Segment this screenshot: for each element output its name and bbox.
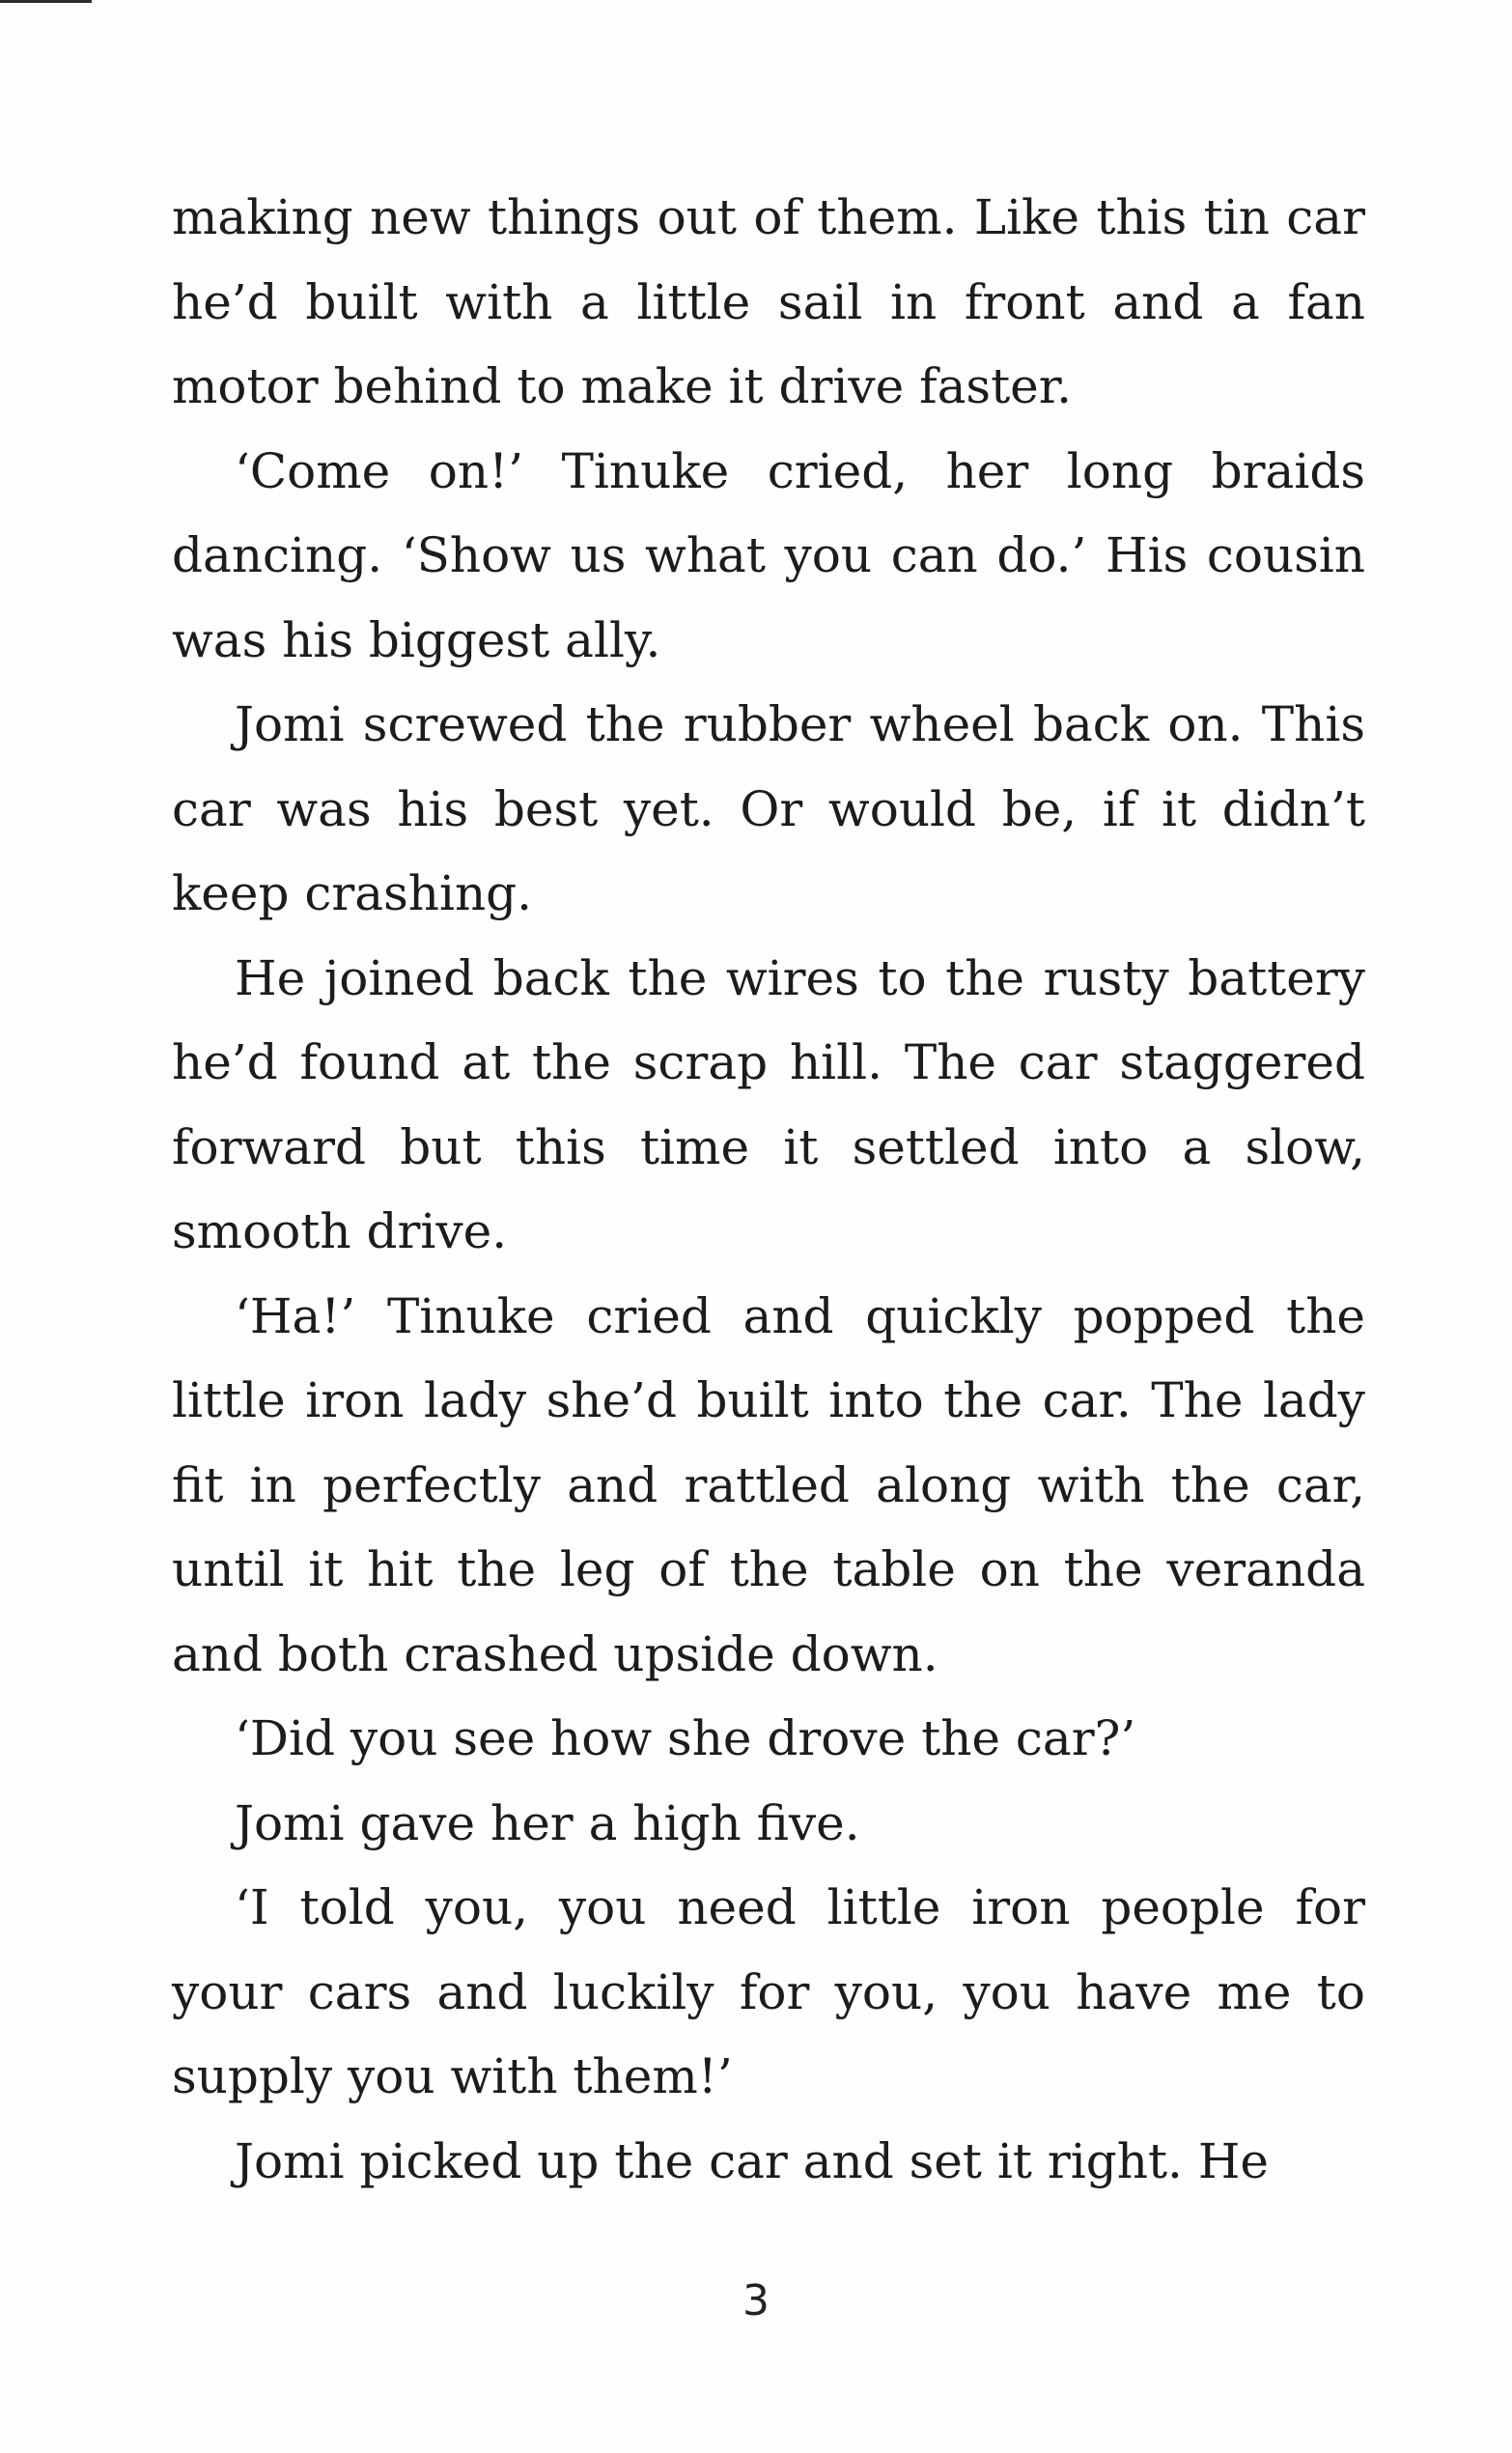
paragraph: Jomi picked up the car and set it right. He	[235, 2132, 1270, 2189]
paragraph: ‘I told you, you need little iron people for your cars and luckily for you, you have me to supply you with them!’	[172, 1879, 1365, 2104]
paragraph: He joined back the wires to the rusty battery he’d found at the scrap hill. The car staggered forward but this time it settled into a slow, smooth drive.	[172, 949, 1365, 1259]
paragraph: Jomi gave her a high five.	[235, 1794, 860, 1851]
paragraph: ‘Ha!’ Tinuke cried and quickly popped the little iron lady she’d built into the car. The lady fit in perfectly and rattled along with the car, until it hit the leg of the table on the veranda and both crashed upside down.	[172, 1287, 1365, 1682]
page-edge-mark	[0, 0, 92, 3]
paragraph: ‘Come on!’ Tinuke cried, her long braids dancing. ‘Show us what you can do.’ His cousin was his biggest ally.	[172, 442, 1365, 668]
body-text	[172, 176, 1365, 2204]
paragraph: ‘Did you see how she drove the car?’	[235, 1710, 1136, 1766]
paragraph-continued: making new things out of them. Like this tin car he’d built with a little sail in front and a fan motor behind to make it drive faster.	[172, 189, 1365, 414]
paragraph: Jomi screwed the rubber wheel back on. This car was his best yet. Or would be, if it didn’t keep crashing.	[172, 696, 1365, 921]
page-number: 3	[742, 2276, 770, 2326]
